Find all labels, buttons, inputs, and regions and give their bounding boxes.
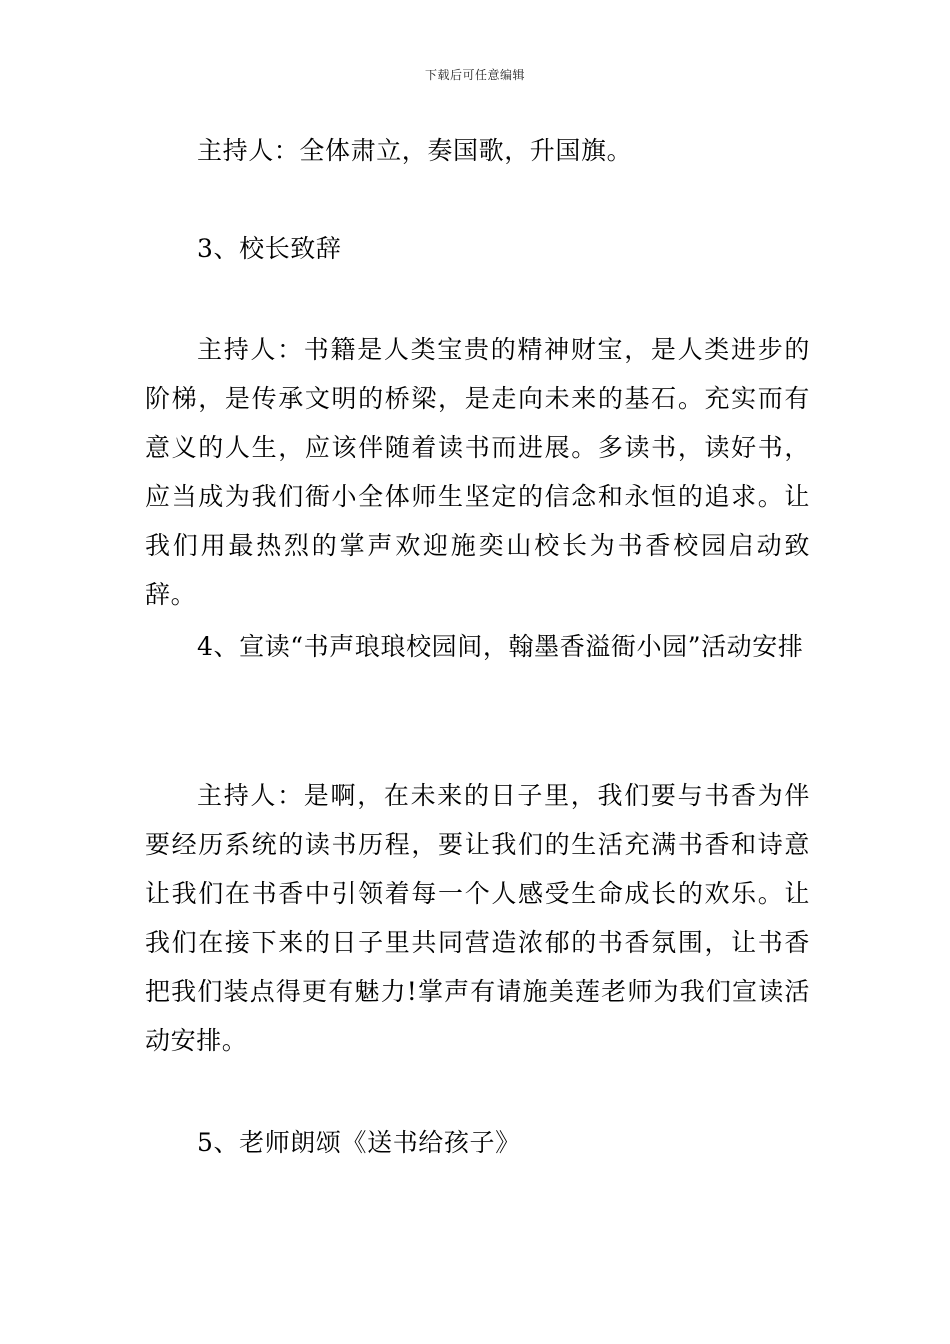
paragraph-host-intro: 主持人：书籍是人类宝贵的精神财宝，是人类进步的阶梯，是传承文明的桥梁，是走向未来的基石。充实而有意义的人生，应该伴随着读书而进展。多读书，读好书，应当成为我们衙小全体师生坚定的信念和永恒的追求。让我们用最热烈的掌声欢迎施奕山校长为书香校园启动致辞。 (145, 335, 810, 609)
paragraph-host-schedule: 主持人：是啊，在未来的日子里，我们要与书香为伴要经历系统的读书历程，要让我们的生活充满书香和诗意让我们在书香中引领着每一个人感受生命成长的欢乐。让我们在接下来的日子里共同营造浓郁的书香氛围，让书香把我们装点得更有魅力!掌声有请施美莲老师为我们宣读活动安排。 (145, 781, 810, 1055)
heading-read-schedule: 4、宣读“书声琅琅校园间，翰墨香溢衙小园”活动安排 (197, 632, 804, 661)
paragraph-anthem: 主持人：全体肃立，奏国歌，升国旗。 (197, 136, 633, 165)
heading-principal-speech: 3、校长致辞 (197, 234, 342, 263)
heading-teacher-recital: 5、老师朗颂《送书给孩子》 (197, 1128, 521, 1157)
page-header: 下载后可任意编辑 (424, 68, 525, 82)
